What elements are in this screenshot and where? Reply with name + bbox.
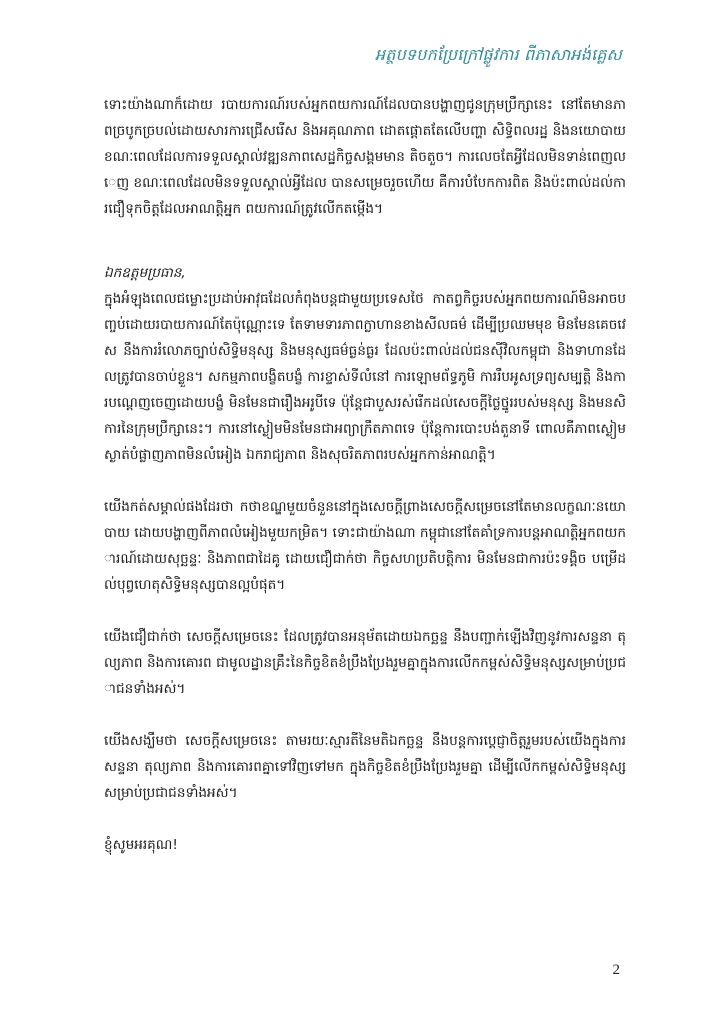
salutation: ឯកឧត្តមប្រធាន,	[104, 265, 186, 281]
running-header: អត្ថបទបកប្រែក្រៅផ្លូវការ ពីភាសាអង់គ្លេស	[374, 45, 622, 64]
page-number: 2	[612, 962, 620, 978]
paragraph-3: យើងកត់សម្គាល់ផងដែរថា កថាខណ្ឌមួយចំនួននៅក្នុងសេចក្តីព្រាងសេចក្តីសម្រេចនៅតែមានលក្ខណៈនយោបាយ ដោយបង្ហាញពីភាពលំអៀងមួយកម្រិត។ ទោះជាយ៉ាងណា កម្ពុជានៅតែគាំទ្រការបន្តអាណត្តិអ្នកពយការណ៍ដោយសុច្ឆន្ទៈ និងភាពជាដៃគូ ដោយជឿជាក់ថា កិច្ចសហប្រតិបត្តិការ មិនមែនជាការប៉ះទង្គិច បម្រើដល់បុព្វហេតុសិទ្ធិមនុស្សបានល្អបំផុត។	[104, 499, 626, 593]
paragraph-4: យើងជឿជាក់ថា សេចក្តីសម្រេចនេះ ដែលត្រូវបានអនុម័តដោយឯកច្ឆន្ទ នឹងបញ្ជាក់ឡើងវិញនូវការសន្ទនា តុល្យភាព និងការគោរព ជាមូលដ្ឋានគ្រឹះនៃកិច្ចខិតខំប្រឹងប្រែងរួមគ្នាក្នុងការលើកកម្ពស់សិទ្ធិមនុស្សសម្រាប់ប្រជាជនទាំងអស់។	[104, 629, 626, 697]
paragraph-5: យើងសង្ឃឹមថា សេចក្តីសម្រេចនេះ តាមរយៈស្មារតីនៃមតិឯកច្ឆន្ទ នឹងបន្តការប្តេជ្ញាចិត្តរួមរបស់យើងក្នុងការសន្ទនា តុល្យភាព និងការគោរពគ្នាទៅវិញទៅមក ក្នុងកិច្ចខិតខំប្រឹងប្រែងរួមគ្នា ដើម្បីលើកកម្ពស់សិទ្ធិមនុស្សសម្រាប់ប្រជាជនទាំងអស់។	[104, 733, 626, 801]
paragraph-2: ក្នុងអំឡុងពេលជម្លោះប្រដាប់អាវុធដែលកំពុងបន្តជាមួយប្រទេសថៃ កាតព្វកិច្ចរបស់អ្នកពយការណ៍មិនអាចបញ្ចប់ដោយរបាយការណ៍តែប៉ុណ្ណោះទេ តែទាមទារភាពក្លាហានខាងសីលធម៌ ដើម្បីប្រឈមមុខ មិនមែនគេចវេស នឹងការរំលោភច្បាប់សិទ្ធិមនុស្ស និងមនុស្សធម៌ធ្ងន់ធ្ងរ ដែលប៉ះពាល់ដល់ជនស៊ីវិលកម្ពុជា និងទាហានដែលត្រូវបានចាប់ខ្លួន។ សកម្មភាពបង្ខិតបង្ខំ ការខ្ទាស់ទីលំនៅ ការឡោមព័ទ្ធភូមិ ការរឹបអូសទ្រព្យសម្បត្តិ និងការបណ្តេញចេញដោយបង្ខំ មិនមែនជារឿងអរូបីទេ ប៉ុន្តែជាបួសរស់រើកដល់សេចក្តីថ្លៃថ្នូររបស់មនុស្ស និងមនសិការនៃក្រុមប្រឹក្សានេះ។ ការនៅស្ងៀមមិនមែនជាអព្យាក្រឹតភាពទេ ប៉ុន្តែការបោះបង់តួនាទី ពោលគឺភាពស្ងៀមស្ងាត់បំផ្លាញភាពមិនលំអៀង ឯករាជ្យភាព និងសុចរិតភាពរបស់អ្នកកាន់អាណត្តិ។	[104, 291, 626, 463]
paragraph-1: ទោះយ៉ាងណាក៏ដោយ របាយការណ៍របស់អ្នកពយការណ៍ដែលបានបង្ហាញជូនក្រុមប្រឹក្សានេះ នៅតែមានភាពច្របូកច្របល់ដោយសារការជ្រើសរើស និងអគុណភាព ដោតផ្តោតតែលើបញ្ហា សិទ្ធិពលរដ្ឋ និងនយោបាយ ខណៈពេលដែលការទទួលស្គាល់វឌ្ឍនភាពសេដ្ឋកិច្ចសង្គមមាន តិចតួច។ ការលេចតែអ្វីដែលមិនទាន់ពេញលេញ ខណៈពេលដែលមិនទទួលស្គាល់អ្វីដែល បានសម្រេចរួចហើយ គឺការបំបែកការពិត និងប៉ះពាល់ដល់ការជឿទុកចិត្តដែលអាណត្តិអ្នក ពយការណ៍ត្រូវលើកតម្កើង។	[104, 97, 626, 217]
document-body	[104, 92, 626, 858]
closing-line: ខ្ញុំសូមអរគុណ!	[104, 837, 178, 853]
